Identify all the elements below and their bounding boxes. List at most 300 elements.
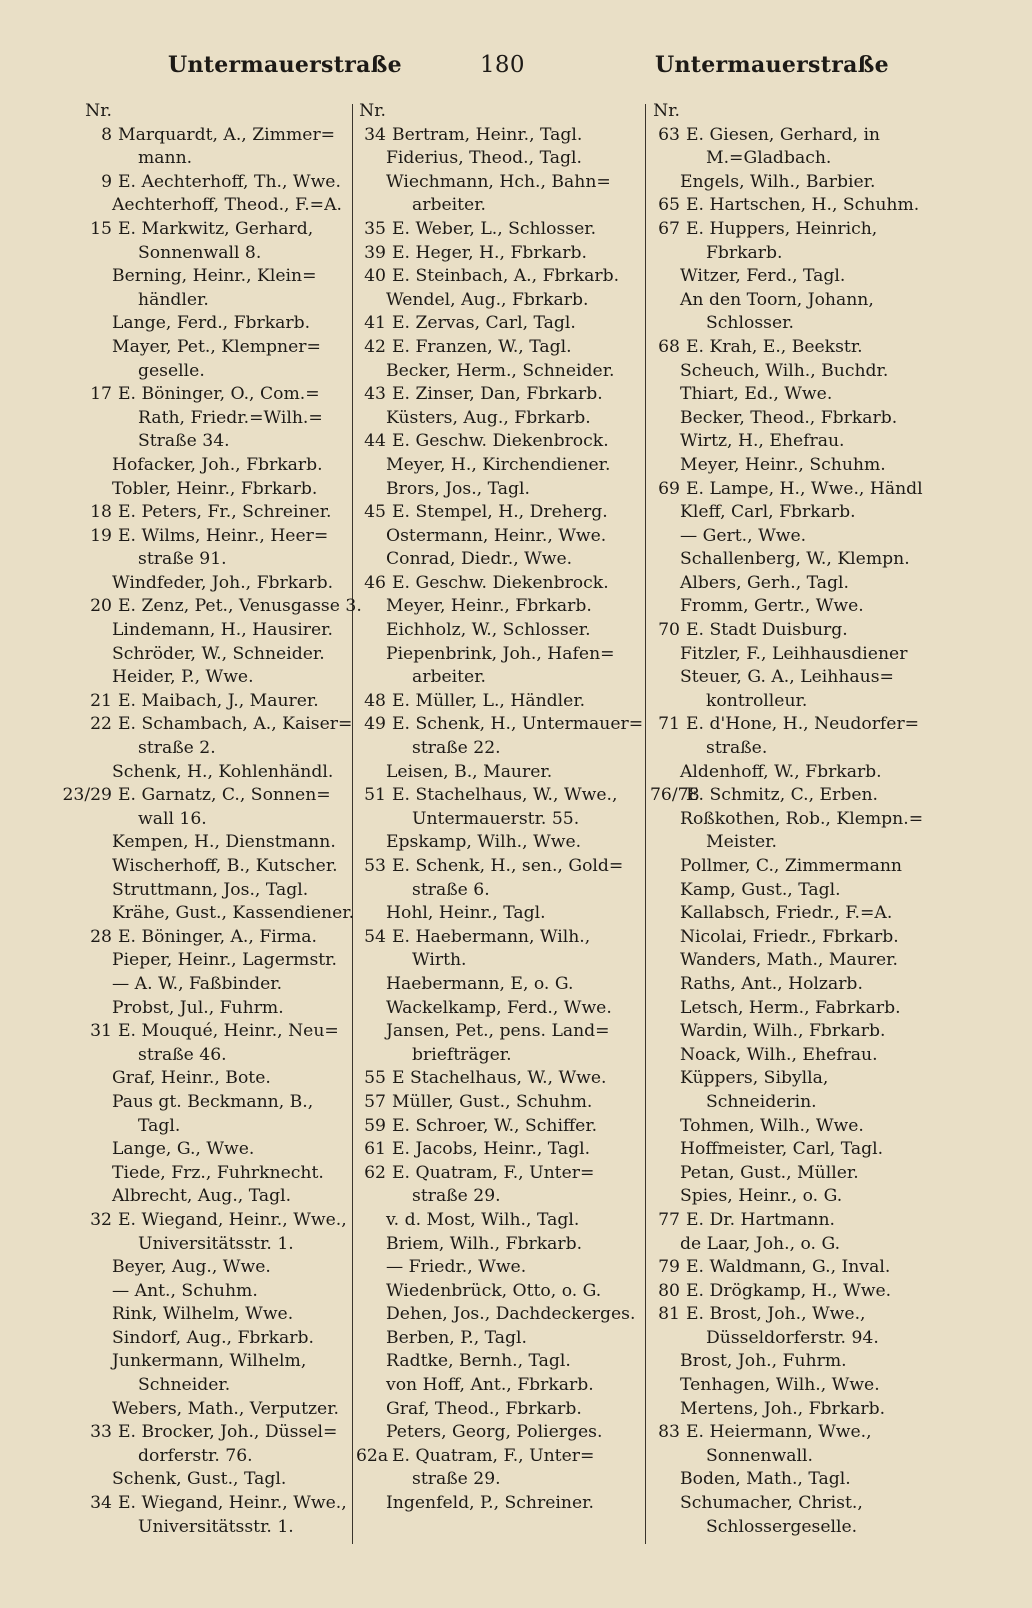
directory-entry (650, 879, 990, 903)
house-number (356, 1350, 386, 1374)
house-number: 55 (364, 1068, 386, 1089)
entry-text: straße 2. (138, 738, 216, 759)
entry-text: Ostermann, Heinr., Wwe. (386, 525, 607, 546)
directory-entry (356, 265, 656, 289)
house-number (356, 1044, 386, 1068)
entry-text: Mertens, Joh., Fbrkarb. (680, 1398, 886, 1419)
house-number (60, 1233, 112, 1257)
entry-text: E. Waldmann, G., Inval. (686, 1257, 891, 1278)
entry-text: Universitätsstr. 1. (138, 1233, 294, 1254)
directory-entry (356, 1374, 656, 1398)
directory-entry (60, 265, 370, 289)
house-number (356, 1492, 386, 1516)
directory-entry (650, 1398, 990, 1422)
house-number: 34 (364, 124, 386, 145)
entry-text: Kamp, Gust., Tagl. (680, 879, 841, 900)
house-number: 23/29 (62, 785, 112, 806)
entry-text: E. Krah, E., Beekstr. (686, 336, 863, 357)
entry-text: Lange, Ferd., Fbrkarb. (112, 313, 311, 334)
entry-text: Tiede, Frz., Fuhrknecht. (112, 1162, 324, 1183)
directory-entry (650, 690, 990, 714)
directory-entry (650, 808, 990, 832)
directory-entry (60, 643, 370, 667)
entry-text: E. Stadt Duisburg. (686, 620, 848, 641)
directory-entry (356, 997, 656, 1021)
house-number (650, 242, 680, 266)
house-number: 62a (356, 1445, 389, 1466)
house-number (60, 336, 112, 360)
directory-entry (60, 1209, 370, 1233)
house-number: 43 (364, 384, 386, 405)
house-number: 69 (658, 478, 680, 499)
directory-entry (356, 407, 656, 431)
directory-entry (650, 1209, 990, 1233)
directory-entry (60, 1516, 370, 1540)
entry-text: Heider, P., Wwe. (112, 667, 254, 688)
entry-text: Hofacker, Joh., Fbrkarb. (112, 454, 323, 475)
entry-text: Tobler, Heinr., Fbrkarb. (112, 478, 318, 499)
directory-entry (650, 1374, 990, 1398)
house-number (60, 973, 112, 997)
house-number (356, 360, 386, 384)
house-number: Nr. (653, 101, 680, 121)
directory-entry (650, 1067, 990, 1091)
entry-text: Küsters, Aug., Fbrkarb. (386, 407, 591, 428)
directory-entry (356, 690, 656, 714)
entry-text: E. Mouqué, Heinr., Neu= (118, 1021, 339, 1042)
directory-entry (650, 1468, 990, 1492)
entry-text: Briem, Wilh., Fbrkarb. (386, 1233, 583, 1254)
directory-entry (356, 595, 656, 619)
house-number (60, 1256, 112, 1280)
house-number: 71 (658, 714, 680, 735)
directory-entry (356, 1091, 656, 1115)
directory-entry (356, 312, 656, 336)
directory-entry (650, 242, 990, 266)
house-number (60, 997, 112, 1021)
entry-text: wall 16. (138, 808, 207, 829)
entry-text: Rath, Friedr.=Wilh.= (138, 407, 323, 428)
house-number (356, 1256, 386, 1280)
house-number: 70 (658, 620, 680, 641)
directory-entry (650, 997, 990, 1021)
house-number (650, 1115, 680, 1139)
house-number: 41 (364, 313, 386, 334)
directory-entry (60, 831, 370, 855)
entry-text: Wendel, Aug., Fbrkarb. (386, 289, 589, 310)
house-number: 62 (364, 1162, 386, 1183)
entry-text: E. Haebermann, Wilh., (392, 926, 591, 947)
entry-text: E. Quatram, F., Unter= (392, 1445, 595, 1466)
entry-text: E. Dr. Hartmann. (686, 1209, 836, 1230)
directory-entry (60, 548, 370, 572)
house-number: 45 (364, 502, 386, 523)
directory-entry (356, 194, 656, 218)
entry-text: Fiderius, Theod., Tagl. (386, 148, 582, 169)
directory-entry (356, 242, 656, 266)
directory-entry (60, 1067, 370, 1091)
entry-text: E. Stempel, H., Dreherg. (392, 502, 608, 523)
house-number (60, 454, 112, 478)
directory-entry (650, 525, 990, 549)
directory-entry (356, 454, 656, 478)
entry-text: E. Geschw. Diekenbrock. (392, 572, 609, 593)
directory-entry (60, 1138, 370, 1162)
directory-entry (650, 1350, 990, 1374)
house-number (650, 147, 680, 171)
house-number (356, 595, 386, 619)
entry-text: Dehen, Jos., Dachdeckerges. (386, 1304, 636, 1325)
entry-text: E Stachelhaus, W., Wwe. (392, 1068, 607, 1089)
directory-entry (650, 454, 990, 478)
house-number (650, 312, 680, 336)
house-number: 46 (364, 572, 386, 593)
entry-text: von Hoff, Ant., Fbrkarb. (386, 1375, 594, 1396)
house-number: 68 (658, 336, 680, 357)
house-number (650, 761, 680, 785)
entry-text: E. Stachelhaus, W., Wwe., (392, 785, 618, 806)
entry-text: E. Zenz, Pet., Venusgasse 3. (118, 596, 362, 617)
entry-text: Ingenfeld, P., Schreiner. (386, 1493, 594, 1514)
directory-entry (650, 595, 990, 619)
entry-text: M.=Gladbach. (706, 148, 832, 169)
entry-text: E. Schmitz, C., Erben. (686, 785, 879, 806)
entry-text: Wackelkamp, Ferd., Wwe. (386, 997, 612, 1018)
directory-entry (356, 171, 656, 195)
entry-text: händler. (138, 289, 209, 310)
entry-text: Schenk, H., Kohlenhändl. (112, 761, 334, 782)
directory-entry (356, 1067, 656, 1091)
entry-text: E. Garnatz, C., Sonnen= (118, 785, 331, 806)
entry-text: Schröder, W., Schneider. (112, 643, 325, 664)
house-number (650, 360, 680, 384)
house-number (60, 1067, 112, 1091)
entry-text: E. Zervas, Carl, Tagl. (392, 313, 576, 334)
entry-text: E. Brost, Joh., Wwe., (686, 1304, 866, 1325)
directory-entry (60, 1162, 370, 1186)
house-number (650, 808, 680, 832)
entry-text: Petan, Gust., Müller. (680, 1162, 859, 1183)
entry-text: Aechterhoff, Theod., F.=A. (112, 195, 342, 216)
directory-entry (60, 501, 370, 525)
house-number: 83 (658, 1422, 680, 1443)
entry-text: Spies, Heinr., o. G. (680, 1186, 843, 1207)
directory-entry (356, 1468, 656, 1492)
entry-text: Graf, Theod., Fbrkarb. (386, 1398, 582, 1419)
entry-text: Sonnenwall. (706, 1445, 813, 1466)
entry-text: Wiedenbrück, Otto, o. G. (386, 1280, 602, 1301)
directory-entry (60, 1421, 370, 1445)
entry-text: Schneider. (138, 1375, 231, 1396)
entry-text: Jansen, Pet., pens. Land= (386, 1021, 610, 1042)
entry-text: Untermauerstr. 55. (412, 808, 580, 829)
house-number (356, 1020, 386, 1044)
entry-text: E. Giesen, Gerhard, in (686, 124, 881, 145)
entry-text: straße 29. (412, 1469, 501, 1490)
directory-entry (650, 383, 990, 407)
entry-text: Schlossergeselle. (706, 1516, 858, 1537)
entry-text: — A. W., Faßbinder. (112, 973, 283, 994)
entry-text: An den Toorn, Johann, (680, 289, 874, 310)
entry-text: Marquardt, A., Zimmer= (118, 124, 336, 145)
house-number: 28 (90, 926, 112, 947)
entry-text: Nicolai, Friedr., Fbrkarb. (680, 926, 899, 947)
house-number (356, 831, 386, 855)
entry-text: E. Schroer, W., Schiffer. (392, 1115, 598, 1136)
directory-entry (60, 124, 370, 148)
house-number (650, 1492, 680, 1516)
house-number: 77 (658, 1209, 680, 1230)
entry-text (386, 100, 392, 124)
house-number (356, 1468, 386, 1492)
house-number (60, 1468, 112, 1492)
house-number: 9 (101, 171, 112, 192)
entry-text: Radtke, Bernh., Tagl. (386, 1351, 571, 1372)
house-number (60, 407, 112, 431)
house-number (356, 1398, 386, 1422)
house-number: 48 (364, 690, 386, 711)
entry-text: Hoffmeister, Carl, Tagl. (680, 1139, 884, 1160)
entry-text: Aldenhoff, W., Fbrkarb. (680, 761, 882, 782)
entry-text: Düsseldorferstr. 94. (706, 1327, 879, 1348)
directory-entry (650, 572, 990, 596)
directory-entry (650, 619, 990, 643)
directory-entry (650, 548, 990, 572)
directory-entry (356, 525, 656, 549)
entry-text: kontrolleur. (706, 690, 808, 711)
directory-entry (60, 926, 370, 950)
entry-text: Tohmen, Wilh., Wwe. (680, 1115, 864, 1136)
entry-text: Probst, Jul., Fuhrm. (112, 997, 284, 1018)
entry-text: Becker, Herm., Schneider. (386, 360, 615, 381)
house-number (60, 1445, 112, 1469)
house-number (650, 572, 680, 596)
house-number (60, 289, 112, 313)
directory-entry (356, 360, 656, 384)
house-number (60, 1327, 112, 1351)
house-number (650, 407, 680, 431)
directory-entry (650, 737, 990, 761)
entry-text: Letsch, Herm., Fabrkarb. (680, 997, 901, 1018)
entry-text: straße 91. (138, 549, 227, 570)
directory-entry (650, 1044, 990, 1068)
entry-text: Fitzler, F., Leihhausdiener (680, 643, 908, 664)
directory-entry (356, 478, 656, 502)
entry-text: Sonnenwall 8. (138, 242, 262, 263)
directory-entry (356, 572, 656, 596)
directory-entry (60, 902, 370, 926)
entry-text: Kempen, H., Dienstmann. (112, 832, 336, 853)
entry-text: Rink, Wilhelm, Wwe. (112, 1304, 294, 1325)
directory-entry (650, 926, 990, 950)
entry-text: straße 22. (412, 738, 501, 759)
directory-entry (356, 336, 656, 360)
house-number (356, 478, 386, 502)
directory-entry (60, 430, 370, 454)
directory-entry (60, 360, 370, 384)
directory-entry (650, 289, 990, 313)
entry-text: Engels, Wilh., Barbier. (680, 171, 876, 192)
house-number (60, 855, 112, 879)
house-number (356, 879, 386, 903)
directory-entry (60, 1091, 370, 1115)
entry-text: Küppers, Sibylla, (680, 1068, 829, 1089)
entry-text: E. Geschw. Diekenbrock. (392, 431, 609, 452)
directory-entry (60, 1492, 370, 1516)
entry-text: Brors, Jos., Tagl. (386, 478, 530, 499)
house-number (60, 1374, 112, 1398)
entry-text: Raths, Ant., Holzarb. (680, 973, 863, 994)
entry-text: Berben, P., Tagl. (386, 1327, 527, 1348)
directory-entry (356, 1280, 656, 1304)
entry-text: Wischerhoff, B., Kutscher. (112, 856, 338, 876)
directory-entry (60, 525, 370, 549)
directory-entry (60, 1398, 370, 1422)
entry-text: Krähe, Gust., Kassendiener. (112, 903, 355, 924)
directory-entry (650, 1445, 990, 1469)
directory-entry (60, 1115, 370, 1139)
house-number (356, 1303, 386, 1327)
directory-entry (650, 194, 990, 218)
house-number (356, 1233, 386, 1257)
house-number (356, 289, 386, 313)
entry-text: Schallenberg, W., Klempn. (680, 549, 910, 570)
entry-text: Kleff, Carl, Fbrkarb. (680, 502, 856, 523)
entry-text: Universitätsstr. 1. (138, 1516, 294, 1537)
entry-text: Bertram, Heinr., Tagl. (392, 124, 583, 145)
house-number (356, 1421, 386, 1445)
directory-entry (650, 902, 990, 926)
house-number (60, 312, 112, 336)
house-number (356, 619, 386, 643)
directory-entry (356, 784, 656, 808)
entry-text: Boden, Math., Tagl. (680, 1469, 851, 1490)
directory-entry (650, 973, 990, 997)
house-number (60, 242, 112, 266)
house-number (60, 1398, 112, 1422)
entry-text: v. d. Most, Wilh., Tagl. (386, 1209, 580, 1230)
entry-text: Windfeder, Joh., Fbrkarb. (112, 572, 334, 593)
house-number (650, 265, 680, 289)
entry-text: Thiart, Ed., Wwe. (680, 384, 833, 405)
entry-text: arbeiter. (412, 195, 487, 216)
directory-entry (356, 643, 656, 667)
entry-text: Peters, Georg, Polierges. (386, 1422, 603, 1443)
house-number (650, 973, 680, 997)
house-number (650, 1350, 680, 1374)
directory-entry (650, 1020, 990, 1044)
entry-text: Haebermann, E, o. G. (386, 973, 574, 994)
house-number: Nr. (359, 101, 386, 121)
house-number (60, 360, 112, 384)
entry-text: Steuer, G. A., Leihhaus= (680, 667, 894, 688)
directory-entry (650, 784, 990, 808)
directory-entry (650, 1091, 990, 1115)
entry-text: Albrecht, Aug., Tagl. (112, 1186, 292, 1207)
directory-entry (356, 926, 656, 950)
directory-entry (60, 973, 370, 997)
house-number (60, 430, 112, 454)
directory-entry (60, 737, 370, 761)
directory-entry (650, 1233, 990, 1257)
house-number (60, 1350, 112, 1374)
directory-entry (356, 1256, 656, 1280)
directory-entry (356, 1115, 656, 1139)
house-number (650, 525, 680, 549)
directory-entry (60, 1445, 370, 1469)
directory-entry (356, 1209, 656, 1233)
entry-text: Sindorf, Aug., Fbrkarb. (112, 1327, 314, 1348)
house-number: 44 (364, 431, 386, 452)
entry-text: Piepenbrink, Joh., Hafen= (386, 643, 615, 664)
house-number (60, 1280, 112, 1304)
entry-text: Kallabsch, Friedr., F.=A. (680, 903, 893, 924)
directory-entry (356, 713, 656, 737)
directory-entry (60, 1374, 370, 1398)
house-number (650, 643, 680, 667)
directory-column-1 (60, 100, 370, 1539)
house-number (60, 808, 112, 832)
house-number: 65 (658, 195, 680, 216)
house-number: 53 (364, 856, 386, 876)
directory-entry (356, 761, 656, 785)
house-number: Nr. (85, 101, 112, 121)
house-number: 79 (658, 1257, 680, 1278)
directory-entry (356, 1185, 656, 1209)
directory-entry (60, 997, 370, 1021)
running-header-right: Untermauerstraße (655, 52, 889, 78)
directory-entry (650, 312, 990, 336)
directory-entry (650, 478, 990, 502)
entry-text: Leisen, B., Maurer. (386, 761, 553, 782)
directory-entry (650, 949, 990, 973)
house-number: 59 (364, 1115, 386, 1136)
house-number (650, 1020, 680, 1044)
house-number: 61 (364, 1139, 386, 1160)
house-number (356, 147, 386, 171)
entry-text: Scheuch, Wilh., Buchdr. (680, 360, 889, 381)
house-number (356, 808, 386, 832)
entry-text: Meyer, Heinr., Schuhm. (680, 454, 886, 475)
entry-text: Wirtz, H., Ehefrau. (680, 431, 845, 452)
entry-text: E. Schenk, H., sen., Gold= (392, 856, 624, 876)
entry-text: Paus gt. Beckmann, B., (112, 1091, 314, 1112)
house-number (356, 525, 386, 549)
entry-text: Albers, Gerh., Tagl. (680, 572, 849, 593)
directory-entry (60, 1350, 370, 1374)
house-number: 17 (90, 384, 112, 405)
entry-text: E. Huppers, Heinrich, (686, 218, 878, 239)
entry-text: de Laar, Joh., o. G. (680, 1233, 841, 1254)
entry-text: E. Heiermann, Wwe., (686, 1422, 872, 1443)
entry-text: E. Hartschen, H., Schuhm. (686, 195, 920, 216)
house-number (356, 194, 386, 218)
house-number (60, 949, 112, 973)
directory-entry (650, 407, 990, 431)
house-number: 51 (364, 785, 386, 806)
house-number (60, 1044, 112, 1068)
house-number (356, 1327, 386, 1351)
house-number (60, 1091, 112, 1115)
directory-column-3 (650, 100, 990, 1539)
entry-text: E. Markwitz, Gerhard, (118, 218, 314, 239)
house-number: 20 (90, 596, 112, 617)
directory-column-2 (356, 100, 656, 1516)
directory-entry (60, 147, 370, 171)
directory-entry (356, 100, 656, 124)
house-number (356, 171, 386, 195)
directory-entry (60, 666, 370, 690)
